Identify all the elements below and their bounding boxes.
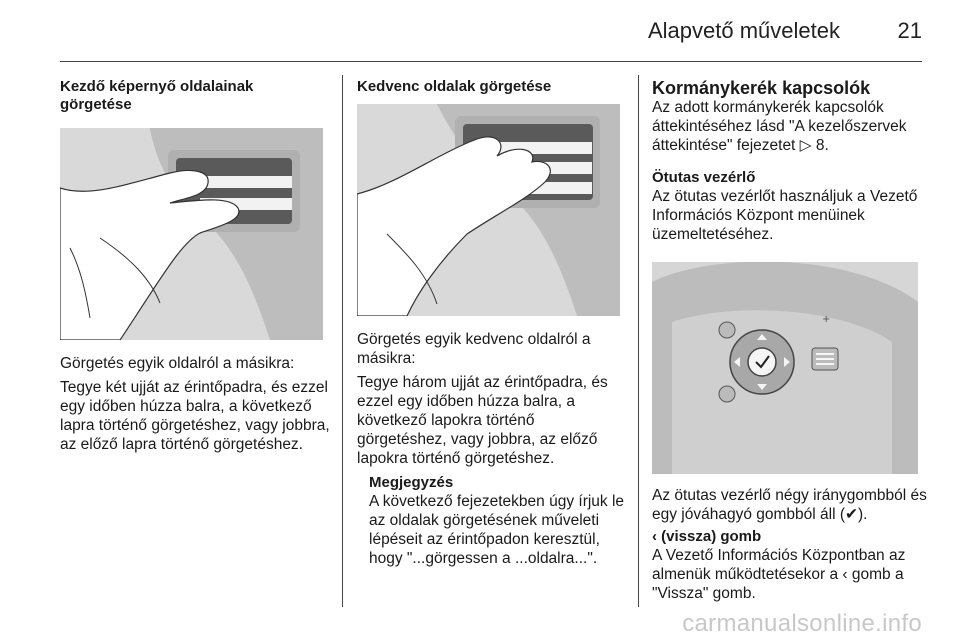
figure-caption: Görgetés egyik kedvenc oldalról a másikra: — [357, 331, 591, 367]
watermark: carmanualsonline.info — [682, 610, 922, 637]
column-3 — [652, 78, 927, 603]
column-1 — [60, 78, 330, 454]
sub-body: Az ötutas vezérlőt használjuk a Vezető Információs Központ menüinek üzemeltetéséhez. — [652, 188, 918, 243]
page-number: 21 — [897, 18, 922, 43]
intro-text: Az adott kormánykerék kapcsolók áttekintéséhez lásd "A kezelőszervek áttekintése" fejezetet ▷ 8. — [652, 99, 907, 154]
section-heading: Kezdő képernyő oldalainak görgetése — [60, 78, 254, 113]
steering-wheel-controls-illustration — [652, 262, 918, 474]
body-text: Tegye három ujját az érintőpadra, és ezzel egy időben húzza balra, a következő lapokra történő görgetéshez, vagy jobbra, az előző lapokra történő görgetéshez. — [357, 374, 608, 467]
section-heading: Kedvenc oldalak görgetése — [357, 78, 552, 95]
column-2 — [357, 78, 627, 568]
note-title: Megjegyzés — [369, 474, 454, 491]
figure-caption: Görgetés egyik oldalról a másikra: — [60, 355, 295, 372]
section-heading: Kormánykerék kapcsolók — [652, 78, 871, 98]
note-block — [357, 474, 627, 568]
three-finger-swipe-illustration — [357, 104, 620, 316]
column-divider-2 — [638, 75, 639, 607]
back-button-body: A Vezető Információs Központban az almenük működtetésekor a ‹ gomb a "Vissza" gomb. — [652, 547, 906, 602]
body-text: Tegye két ujját az érintőpadra, és ezzel egy időben húzza balra, a következő lapra történő görgetéshez, vagy jobbra, az előző lapra történő görgetéshez. — [60, 379, 330, 453]
column-divider-1 — [342, 75, 343, 607]
sub-heading: Ötutas vezérlő — [652, 169, 756, 186]
svg-text:+: + — [822, 314, 831, 325]
five-way-description: Az ötutas vezérlő négy iránygombból és egy jóváhagyó gombból áll (✔). — [652, 487, 927, 523]
back-button-title: ‹ (vissza) gomb — [652, 528, 762, 545]
two-finger-swipe-illustration — [60, 128, 323, 340]
page-header-title: Alapvető műveletek — [648, 18, 840, 43]
header-divider — [60, 61, 922, 62]
note-body: A következő fejezetekben úgy írjuk le az oldalak görgetésének műveleti lépéseit az érintőpadon keresztül, hogy "...görgessen a ...oldalra...". — [369, 493, 625, 567]
